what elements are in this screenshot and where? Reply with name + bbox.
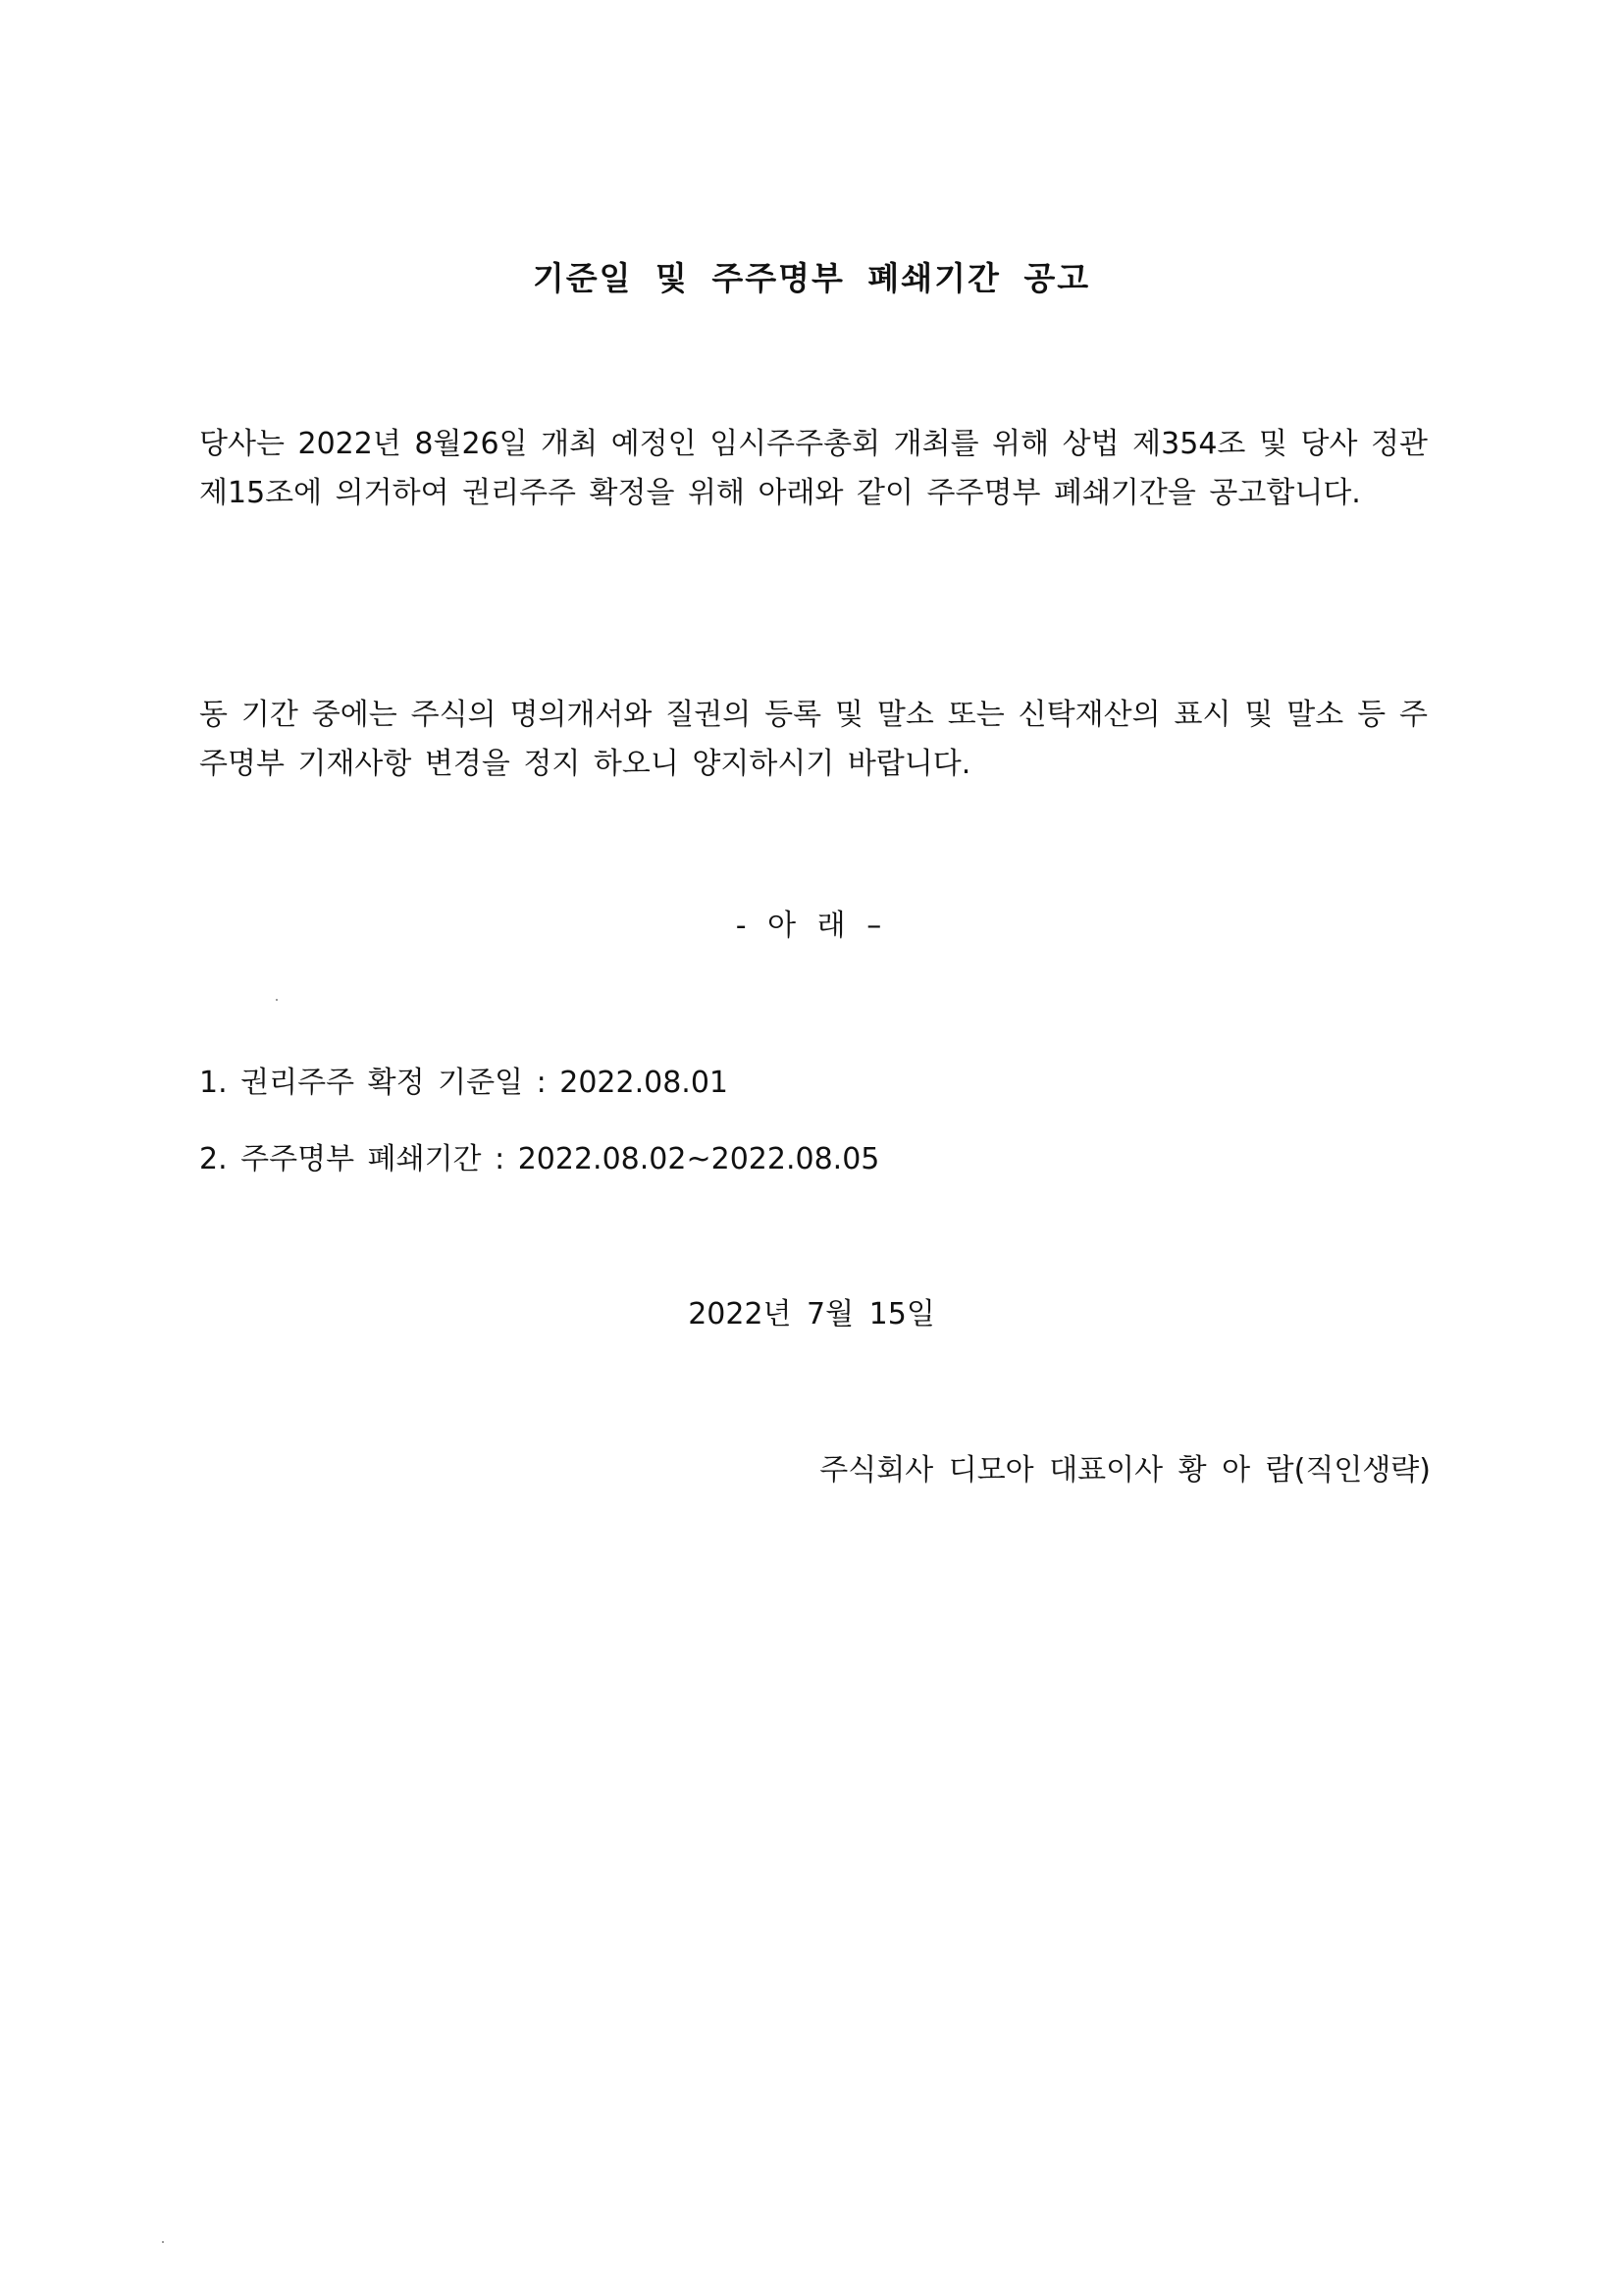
list-item-record-date: 1. 권리주주 확정 기준일 : 2022.08.01 <box>199 1066 728 1100</box>
scan-speck <box>162 2241 164 2243</box>
list-item-closure-period: 2. 주주명부 폐쇄기간 : 2022.08.02~2022.08.05 <box>199 1142 880 1176</box>
notice-date: 2022년 7월 15일 <box>688 1297 935 1331</box>
company-signature: 주식회사 디모아 대표이사 황 아 람(직인생략) <box>819 1453 1431 1487</box>
notice-paragraph-1: 당사는 2022년 8월26일 개최 예정인 임시주주총회 개최를 위해 상법 제354조 및 당사 정관 제15조에 의거하여 권리주주 확정을 위해 아래와 같이 주주명부 폐쇄기간을 공고합니다. <box>199 427 1428 510</box>
scan-speck <box>276 999 278 1001</box>
notice-paragraph-2: 동 기간 중에는 주식의 명의개서와 질권의 등록 및 말소 또는 신탁재산의 표시 및 말소 등 주주명부 기재사항 변경을 정지 하오니 양지하시기 바랍니다. <box>199 698 1428 781</box>
document-title: 기준일 및 주주명부 폐쇄기간 공고 <box>532 259 1091 297</box>
section-heading: - 아 래 – <box>735 909 888 943</box>
